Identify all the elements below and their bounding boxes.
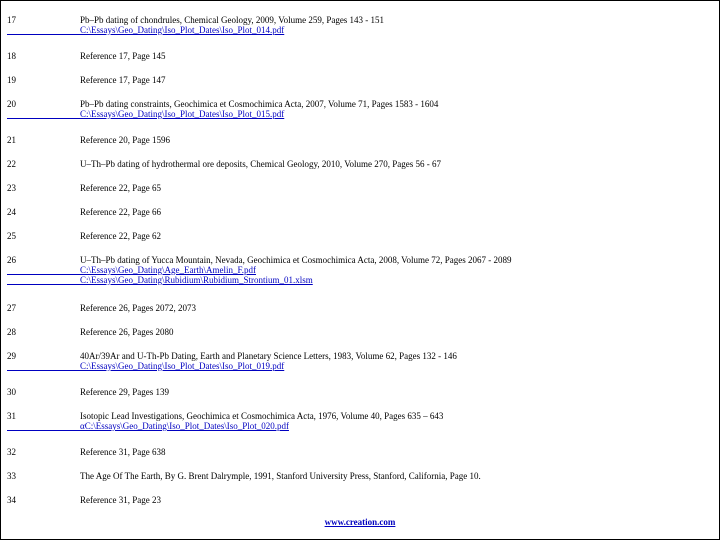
reference-body (80, 351, 457, 371)
reference-text: Reference 22, Page 65 (80, 183, 161, 193)
reference-number: 27 (7, 303, 16, 313)
reference-number: 23 (7, 183, 16, 193)
reference-number: 33 (7, 471, 16, 481)
reference-body (80, 231, 161, 241)
reference-body (80, 51, 165, 61)
reference-number: 21 (7, 135, 16, 145)
reference-body (80, 387, 169, 397)
reference-number: 29 (7, 351, 16, 361)
reference-text: Isotopic Lead Investigations, Geochimica et Cosmochimica Acta, 1976, Volume 40, Pages 635 – 643 (80, 411, 444, 421)
reference-body (80, 183, 161, 193)
reference-number: 34 (7, 495, 16, 505)
reference-text: Reference 17, Page 147 (80, 75, 166, 85)
reference-text: Reference 26, Pages 2072, 2073 (80, 303, 196, 313)
reference-text: Reference 17, Page 145 (80, 51, 166, 61)
reference-text: U–Th–Pb dating of hydrothermal ore deposits, Chemical Geology, 2010, Volume 270, Pages 56 - 67 (80, 159, 442, 169)
reference-body (80, 159, 441, 169)
reference-file-link[interactable]: C:\Essays\Geo_Dating\Iso_Plot_Dates\Iso_Plot_015.pdf (80, 109, 285, 119)
footer-link[interactable]: www.creation.com (324, 517, 396, 527)
link-underline-rule (7, 34, 80, 35)
reference-number: 19 (7, 75, 16, 85)
reference-file-link[interactable]: C:\Essays\Geo_Dating\Age_Earth\Amelin_F.pdf (80, 265, 257, 275)
reference-text: 40Ar/39Ar and U-Th-Pb Dating, Earth and Planetary Science Letters, 1983, Volume 62, Pages 132 - 146 (80, 351, 457, 361)
reference-body (80, 495, 161, 505)
link-underline-rule (7, 118, 80, 119)
reference-body (80, 135, 170, 145)
link-underline-rule (7, 430, 80, 431)
reference-number: 26 (7, 255, 16, 265)
reference-text: Reference 20, Page 1596 (80, 135, 170, 145)
reference-body (80, 99, 438, 119)
reference-number: 31 (7, 411, 16, 421)
reference-text: Reference 22, Page 62 (80, 231, 161, 241)
reference-file-link[interactable]: C:\Essays\Geo_Dating\Iso_Plot_Dates\Iso_Plot_019.pdf (80, 361, 285, 371)
reference-body (80, 207, 161, 217)
reference-text: U–Th–Pb dating of Yucca Mountain, Nevada, Geochimica et Cosmochimica Acta, 2008, Volume 72, Pages 2067 - 2089 (80, 255, 512, 265)
reference-body (80, 15, 384, 35)
reference-number: 32 (7, 447, 16, 457)
reference-number: 30 (7, 387, 16, 397)
reference-text: Reference 29, Pages 139 (80, 387, 169, 397)
reference-number: 20 (7, 99, 16, 109)
reference-body (80, 327, 173, 337)
reference-number: 25 (7, 231, 16, 241)
link-underline-rule (7, 274, 80, 275)
reference-body (80, 303, 196, 313)
reference-body (80, 255, 512, 285)
reference-text: Reference 31, Page 23 (80, 495, 161, 505)
reference-text: Reference 22, Page 66 (80, 207, 161, 217)
reference-file-link[interactable]: C:\Essays\Geo_Dating\Rubidium\Rubidium_Strontium_01.xlsm (80, 275, 313, 285)
reference-text: Reference 31, Page 638 (80, 447, 166, 457)
reference-text: Pb–Pb dating constraints, Geochimica et Cosmochimica Acta, 2007, Volume 71, Pages 1583 - 1604 (80, 99, 439, 109)
reference-number: 22 (7, 159, 16, 169)
reference-text: Pb–Pb dating of chondrules, Chemical Geology, 2009, Volume 259, Pages 143 - 151 (80, 15, 385, 25)
reference-body (80, 411, 443, 431)
link-underline-rule (7, 370, 80, 371)
footer (1, 517, 719, 527)
reference-text: Reference 26, Pages 2080 (80, 327, 174, 337)
reference-body (80, 471, 481, 481)
reference-number: 28 (7, 327, 16, 337)
reference-body (80, 75, 165, 85)
reference-file-link[interactable]: αC:\Essays\Geo_Dating\Iso_Plot_Dates\Iso_Plot_020.pdf (80, 421, 289, 431)
reference-number: 24 (7, 207, 16, 217)
link-underline-rule (7, 284, 80, 285)
reference-file-link[interactable]: C:\Essays\Geo_Dating\Iso_Plot_Dates\Iso_Plot_014.pdf (80, 25, 285, 35)
reference-body (80, 447, 165, 457)
reference-number: 18 (7, 51, 16, 61)
reference-number: 17 (7, 15, 16, 25)
reference-text: The Age Of The Earth, By G. Brent Dalrymple, 1991, Stanford University Press, Stanford, California, Page 10. (80, 471, 481, 481)
